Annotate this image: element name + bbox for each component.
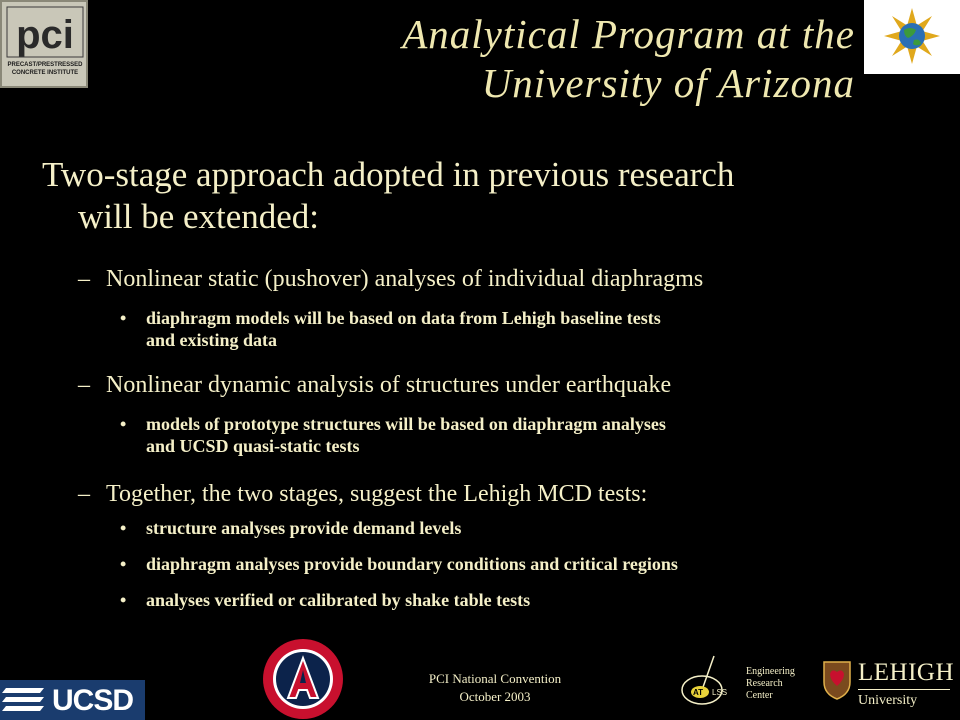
bullet-text: structure analyses provide demand levels <box>146 518 462 538</box>
bullet-marker: • <box>120 308 127 328</box>
pci-logo <box>0 0 88 88</box>
bullet-item <box>120 517 910 539</box>
slide-title-line1: Analytical Program at the <box>402 11 855 57</box>
bullet-text-line2: and UCSD quasi-static tests <box>146 436 360 456</box>
dash-marker: – <box>78 481 90 507</box>
dash-item-together <box>78 480 647 508</box>
erc-line3: Center <box>746 690 773 701</box>
dash-marker: – <box>78 372 90 398</box>
erc-line2: Research <box>746 678 783 689</box>
ucsd-logo <box>0 680 145 720</box>
globe-icon <box>864 0 960 74</box>
shield-icon <box>822 660 852 700</box>
bullet-marker: • <box>120 414 127 434</box>
bullet-item <box>120 307 910 351</box>
atlss-logo <box>680 654 738 706</box>
dash-item-dynamic <box>78 371 671 399</box>
erc-line1: Engineering <box>746 666 795 677</box>
bullet-text: diaphragm analyses provide boundary conditions and critical regions <box>146 554 678 574</box>
pci-logo-mark <box>6 6 84 58</box>
lehigh-name: LEHIGH <box>858 659 955 686</box>
dash-item-text: Nonlinear dynamic analysis of structures under earthquake <box>106 372 672 398</box>
lehigh-subtitle: University <box>858 693 918 708</box>
convention-date: October 2003 <box>459 689 531 704</box>
bullet-item <box>120 589 910 611</box>
convention-name: PCI National Convention <box>428 671 562 686</box>
intro-line2: will be extended: <box>78 197 320 236</box>
bullet-marker: • <box>120 518 127 538</box>
dash-item-text: Nonlinear static (pushover) analyses of individual diaphragms <box>106 266 704 292</box>
pci-logo-sub1: PRECAST/PRESTRESSED <box>7 62 83 68</box>
convention-info <box>390 670 600 706</box>
dash-marker: – <box>78 266 90 292</box>
lehigh-shield <box>822 660 852 700</box>
bullet-text-line1: models of prototype structures will be based on diaphragm analyses <box>146 414 666 434</box>
svg-text:LSS: LSS <box>712 688 728 697</box>
bullet-item <box>120 413 910 457</box>
bullet-text-line2: and existing data <box>146 330 278 350</box>
bullet-text: analyses verified or calibrated by shake table tests <box>146 590 531 610</box>
ucsd-stripes-icon <box>0 680 50 720</box>
ucsd-logo-label: UCSD <box>52 684 134 717</box>
bullet-item <box>120 553 910 575</box>
dash-item-static <box>78 265 703 293</box>
slide-title-line2: University of Arizona <box>481 60 855 106</box>
dash-item-text: Together, the two stages, suggest the Lehigh MCD tests: <box>106 481 648 507</box>
lehigh-divider <box>858 689 950 690</box>
pci-logo-sub2: CONCRETE INSTITUTE <box>11 70 79 76</box>
arizona-civil-engineering-seal <box>262 638 344 720</box>
arizona-seal-icon <box>262 638 344 720</box>
atlss-icon <box>680 654 738 706</box>
intro-line1: Two-stage approach adopted in previous research <box>42 155 735 194</box>
nsf-globe-logo <box>864 0 960 74</box>
bullet-marker: • <box>120 554 127 574</box>
svg-text:AT: AT <box>693 688 704 697</box>
bullet-text-line1: diaphragm models will be based on data from Lehigh baseline tests <box>146 308 661 328</box>
erc-label <box>746 666 795 702</box>
slide-title <box>402 10 855 108</box>
intro-paragraph <box>42 154 922 238</box>
bullet-marker: • <box>120 590 127 610</box>
svg-text:pci: pci <box>16 13 74 57</box>
